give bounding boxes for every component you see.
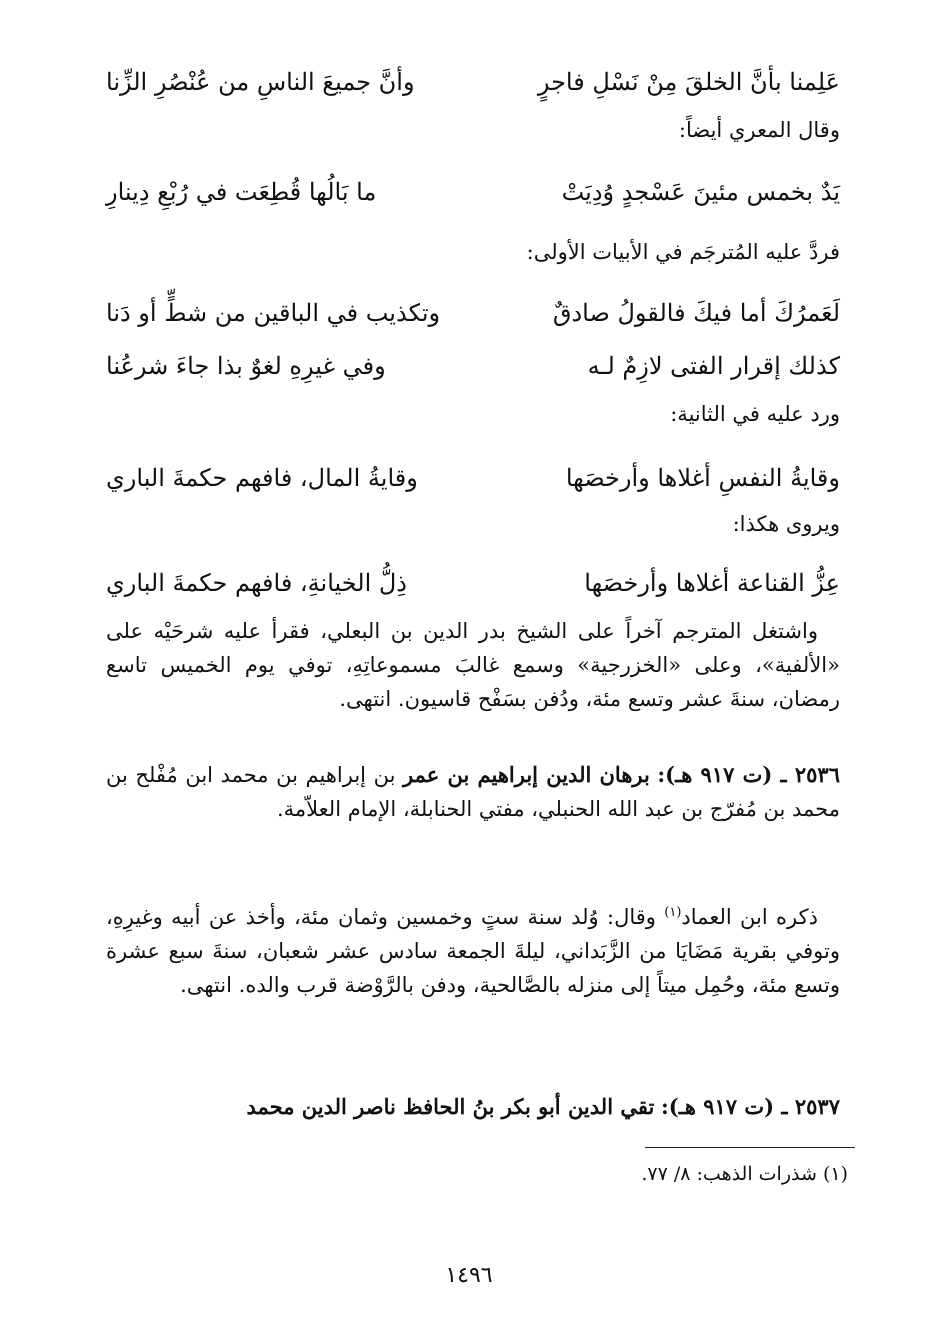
entry-number: ٢٥٣٧ ـ (ت ٩١٧ هـ): — [661, 1094, 840, 1119]
footnote: (١) شذرات الذهب: ٨/ ٧٧. — [641, 1163, 848, 1185]
verse-first-hemistich: عِزُّ القناعة أغلاها وأرخصَها — [584, 569, 840, 597]
intro-line: ويروى هكذا: — [732, 512, 840, 536]
verse-line — [106, 62, 840, 102]
verse-line — [106, 293, 840, 333]
entry-number: ٢٥٣٦ ـ (ت ٩١٧ هـ): — [657, 762, 840, 787]
biography-entry-2537 — [106, 1090, 840, 1124]
verse-first-hemistich: عَلِمنا بأنَّ الخلقَ مِنْ نَسْلِ فاجرٍ — [537, 68, 840, 96]
entry-lineage: بن إبراهيم بن محمد ابن مُفْلح بن محمد بن مُفرّج بن عبد الله الحنبلي، مفتي الحنابلة، الإمام العلاّمة. — [106, 763, 840, 821]
biography-entry-2536 — [106, 758, 840, 826]
verse-second-hemistich: وتكذيب في الباقين من شطٍّ أو دَنا — [106, 299, 441, 327]
paragraph — [106, 900, 840, 1002]
entry-name: برهان الدين إبراهيم بن عمر — [403, 762, 650, 787]
footnote-reference: (١) — [664, 905, 682, 920]
verse-second-hemistich: وفي غيرِهِ لغوٌ بذا جاءَ شرعُنا — [106, 352, 386, 380]
verse-first-hemistich: يَدٌ بخمس مئينَ عَسْجدٍ وُدِيَتْ — [561, 178, 840, 206]
verse-second-hemistich: ما بَالُها قُطِعَت في رُبْعِ دِينارِ — [106, 178, 377, 206]
verse-line — [106, 458, 840, 498]
verse-line — [106, 172, 840, 212]
verse-second-hemistich: ذِلُّ الخيانةِ، فافهم حكمةَ الباري — [106, 569, 407, 597]
intro-line: ورد عليه في الثانية: — [670, 402, 840, 426]
paragraph-text: ذكره ابن العماد — [681, 905, 818, 929]
verse-second-hemistich: وقايةُ المال، فافهم حكمةَ الباري — [106, 464, 418, 492]
entry-name: تقي الدين أبو بكر بنُ الحافظ ناصر الدين محمد — [246, 1094, 655, 1119]
footnote-separator — [645, 1147, 855, 1148]
verse-line — [106, 346, 840, 386]
paragraph-text: وقال: وُلد سنة ستٍ وخمسين وثمان مئة، وأخذ عن أبيه وغيرِهِ، وتوفي بقرية مَضَايَا من الزَّبَداني، ليلةَ الجمعة سادس عشر شعبان، سنةَ سبع عشرة وتسع مئة، وحُمِل ميتاً إلى منزله بالصَّالحية، ودفن بالرَّوْضة قرب والده. انتهى. — [106, 905, 840, 997]
verse-first-hemistich: لَعَمرُكَ أما فيكَ فالقولُ صادقٌ — [552, 299, 840, 327]
page-number: ١٤٩٦ — [445, 1263, 493, 1288]
verse-first-hemistich: وقايةُ النفسِ أغلاها وأرخصَها — [565, 464, 840, 492]
intro-line: وقال المعري أيضاً: — [678, 118, 840, 142]
verse-first-hemistich: كذلك إقرار الفتى لازِمٌ لـه — [587, 352, 840, 380]
intro-line: فردَّ عليه المُترجَم في الأبيات الأولى: — [526, 240, 840, 264]
paragraph: واشتغل المترجم آخراً على الشيخ بدر الدين بن البعلي، فقرأ عليه شرحَيْه على «الألفية»، وعلى «الخزرجية» وسمع غالبَ مسموعاتِهِ، توفي يوم الخميس تاسع رمضان، سنةَ عشر وتسع مئة، ودُفن بسَفْح قاسيون. انتهى. — [106, 619, 840, 711]
verse-line — [106, 563, 840, 603]
verse-second-hemistich: وأنَّ جميعَ الناسِ من عُنْصُرِ الزِّنا — [106, 68, 415, 96]
